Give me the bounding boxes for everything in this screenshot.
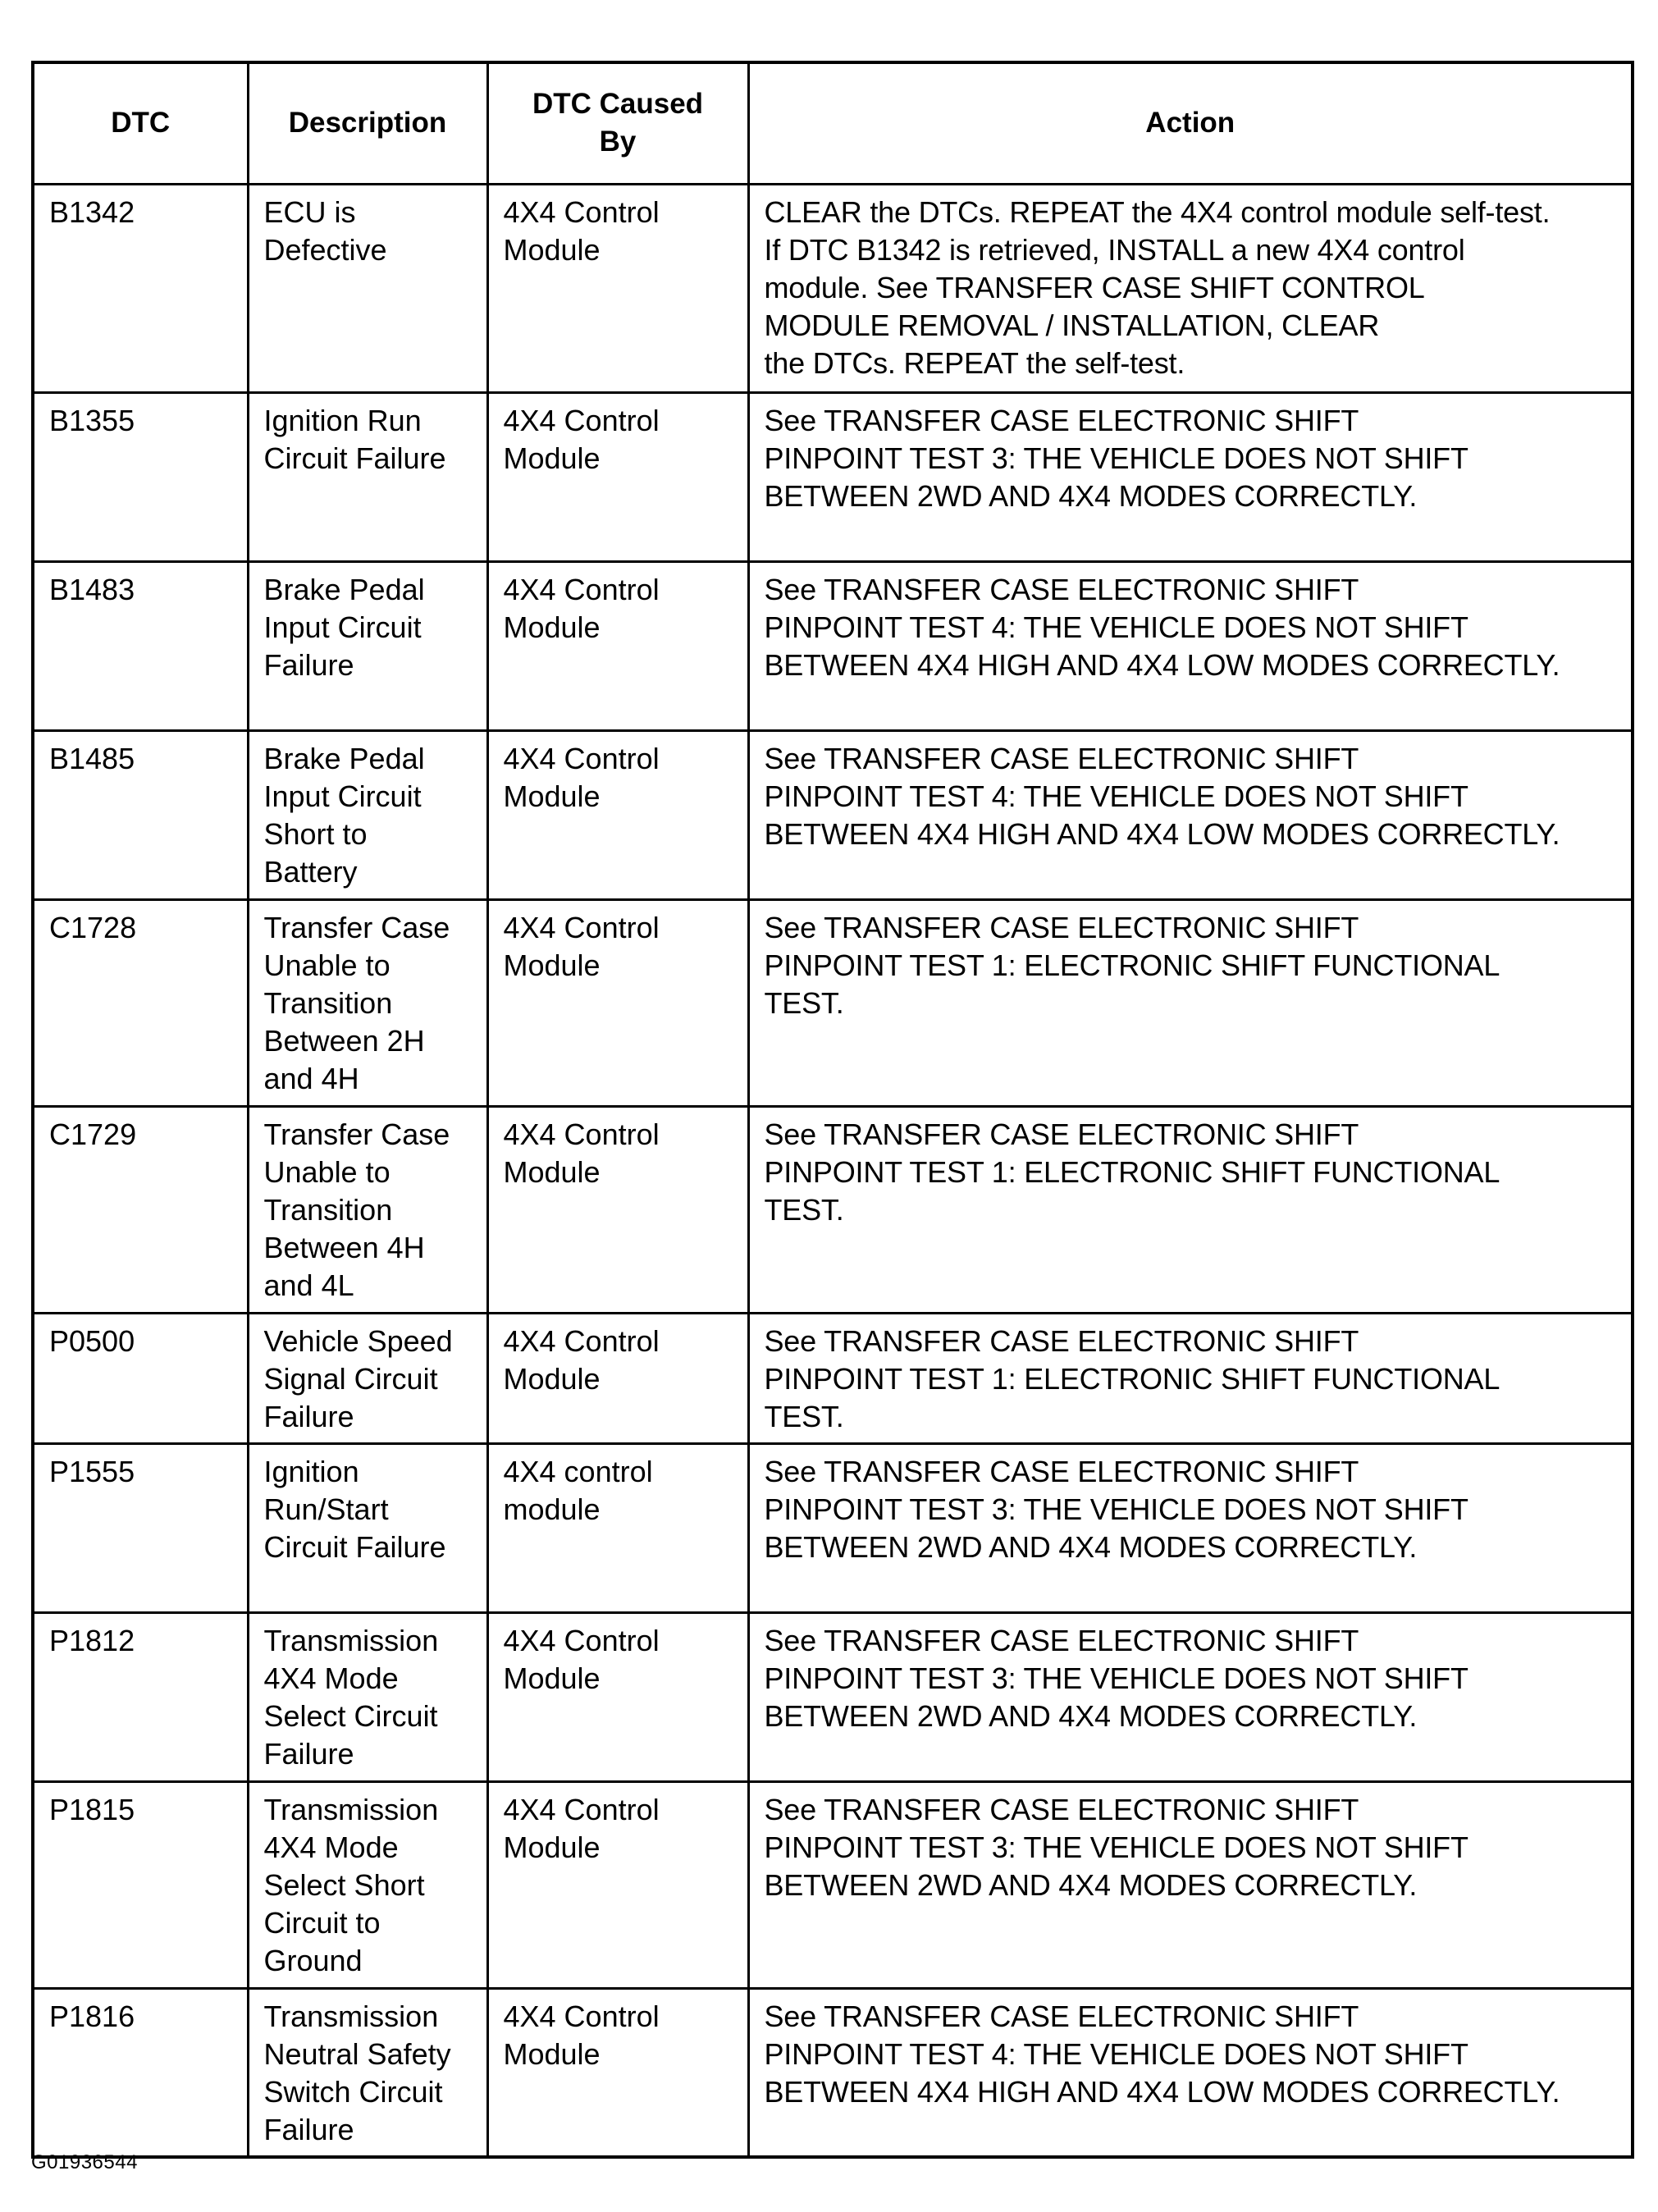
- dtc-code-cell: P1555: [33, 1443, 248, 1612]
- description-cell: ECU is Defective: [248, 184, 487, 392]
- caused-by-cell: 4X4 control module: [487, 1443, 748, 1612]
- description-cell: Brake Pedal Input Circuit Short to Battery: [248, 730, 487, 899]
- action-cell: See TRANSFER CASE ELECTRONIC SHIFT PINPOINT TEST 1: ELECTRONIC SHIFT FUNCTIONAL TEST.: [748, 1313, 1633, 1443]
- action-cell: See TRANSFER CASE ELECTRONIC SHIFT PINPOINT TEST 3: THE VEHICLE DOES NOT SHIFT BETWEEN 2WD AND 4X4 MODES CORRECTLY.: [748, 392, 1633, 561]
- figure-code: G01936544: [31, 2151, 138, 2173]
- caused-by-cell: 4X4 Control Module: [487, 561, 748, 730]
- dtc-code-cell: C1728: [33, 899, 248, 1106]
- table-row: [33, 392, 1633, 561]
- table-row: [33, 1106, 1633, 1313]
- table-row: [33, 1988, 1633, 2157]
- dtc-code-cell: B1485: [33, 730, 248, 899]
- dtc-code-cell: C1729: [33, 1106, 248, 1313]
- action-cell: See TRANSFER CASE ELECTRONIC SHIFT PINPOINT TEST 4: THE VEHICLE DOES NOT SHIFT BETWEEN 4X4 HIGH AND 4X4 LOW MODES CORRECTLY.: [748, 1988, 1633, 2157]
- description-cell: Ignition Run Circuit Failure: [248, 392, 487, 561]
- description-cell: Brake Pedal Input Circuit Failure: [248, 561, 487, 730]
- action-cell: CLEAR the DTCs. REPEAT the 4X4 control module self-test. If DTC B1342 is retrieved, INSTALL a new 4X4 control module. See TRANSFER CASE SHIFT CONTROL MODULE REMOVAL / INSTALLATION, CLEAR the DTCs. REPEAT the self-test.: [748, 184, 1633, 392]
- table-row: [33, 1443, 1633, 1612]
- dtc-code-cell: P1816: [33, 1988, 248, 2157]
- action-cell: See TRANSFER CASE ELECTRONIC SHIFT PINPOINT TEST 4: THE VEHICLE DOES NOT SHIFT BETWEEN 4X4 HIGH AND 4X4 LOW MODES CORRECTLY.: [748, 561, 1633, 730]
- column-header-dtc: DTC: [33, 62, 248, 184]
- action-cell: See TRANSFER CASE ELECTRONIC SHIFT PINPOINT TEST 1: ELECTRONIC SHIFT FUNCTIONAL TEST.: [748, 1106, 1633, 1313]
- caused-by-cell: 4X4 Control Module: [487, 1988, 748, 2157]
- table-row: [33, 899, 1633, 1106]
- table-row: [33, 184, 1633, 392]
- table-row: [33, 1781, 1633, 1988]
- dtc-code-cell: B1483: [33, 561, 248, 730]
- action-cell: See TRANSFER CASE ELECTRONIC SHIFT PINPOINT TEST 3: THE VEHICLE DOES NOT SHIFT BETWEEN 2WD AND 4X4 MODES CORRECTLY.: [748, 1443, 1633, 1612]
- action-cell: See TRANSFER CASE ELECTRONIC SHIFT PINPOINT TEST 3: THE VEHICLE DOES NOT SHIFT BETWEEN 2WD AND 4X4 MODES CORRECTLY.: [748, 1612, 1633, 1781]
- dtc-code-cell: P1815: [33, 1781, 248, 1988]
- description-cell: Ignition Run/Start Circuit Failure: [248, 1443, 487, 1612]
- caused-by-cell: 4X4 Control Module: [487, 1106, 748, 1313]
- description-cell: Transfer Case Unable to Transition Between 2H and 4H: [248, 899, 487, 1106]
- table-row: [33, 1313, 1633, 1443]
- caused-by-cell: 4X4 Control Module: [487, 392, 748, 561]
- column-header-caused-by: DTC Caused By: [487, 62, 748, 184]
- description-cell: Transmission Neutral Safety Switch Circuit Failure: [248, 1988, 487, 2157]
- description-cell: Transfer Case Unable to Transition Between 4H and 4L: [248, 1106, 487, 1313]
- action-cell: See TRANSFER CASE ELECTRONIC SHIFT PINPOINT TEST 1: ELECTRONIC SHIFT FUNCTIONAL TEST.: [748, 899, 1633, 1106]
- table-body: [33, 184, 1633, 2157]
- description-cell: Transmission 4X4 Mode Select Circuit Failure: [248, 1612, 487, 1781]
- action-cell: See TRANSFER CASE ELECTRONIC SHIFT PINPOINT TEST 4: THE VEHICLE DOES NOT SHIFT BETWEEN 4X4 HIGH AND 4X4 LOW MODES CORRECTLY.: [748, 730, 1633, 899]
- description-cell: Vehicle Speed Signal Circuit Failure: [248, 1313, 487, 1443]
- description-cell: Transmission 4X4 Mode Select Short Circuit to Ground: [248, 1781, 487, 1988]
- caused-by-cell: 4X4 Control Module: [487, 899, 748, 1106]
- caused-by-cell: 4X4 Control Module: [487, 1781, 748, 1988]
- caused-by-cell: 4X4 Control Module: [487, 730, 748, 899]
- caused-by-cell: 4X4 Control Module: [487, 1313, 748, 1443]
- dtc-code-cell: P1812: [33, 1612, 248, 1781]
- table-row: [33, 1612, 1633, 1781]
- dtc-code-cell: B1355: [33, 392, 248, 561]
- table-header-row: [33, 62, 1633, 184]
- dtc-code-cell: P0500: [33, 1313, 248, 1443]
- dtc-code-cell: B1342: [33, 184, 248, 392]
- dtc-table: [31, 61, 1634, 2159]
- caused-by-cell: 4X4 Control Module: [487, 184, 748, 392]
- caused-by-cell: 4X4 Control Module: [487, 1612, 748, 1781]
- column-header-description: Description: [248, 62, 487, 184]
- table-row: [33, 730, 1633, 899]
- column-header-action: Action: [748, 62, 1633, 184]
- table-row: [33, 561, 1633, 730]
- action-cell: See TRANSFER CASE ELECTRONIC SHIFT PINPOINT TEST 3: THE VEHICLE DOES NOT SHIFT BETWEEN 2WD AND 4X4 MODES CORRECTLY.: [748, 1781, 1633, 1988]
